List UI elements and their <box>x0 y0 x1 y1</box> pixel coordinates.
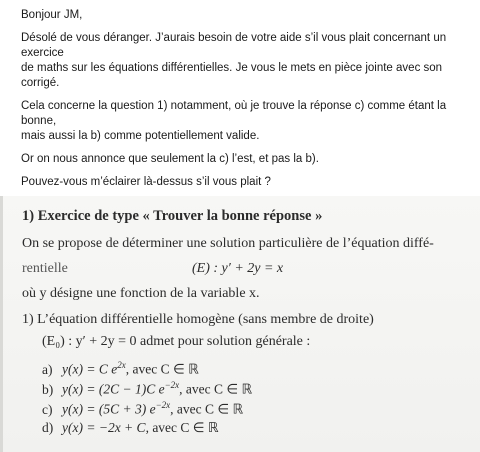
answer-option-condition: , avec C ∈ ℝ <box>179 381 253 397</box>
answer-option <box>42 420 219 436</box>
answer-option-letter: c) <box>42 401 53 417</box>
question-1-line-1: 1) L’équation différentielle homogène (sans membre de droite) <box>22 312 374 327</box>
exercise-intro-line-3: où y désigne une fonction de la variable x. <box>22 286 260 301</box>
email-paragraph-1-line-2: de maths sur les équations différentielles. Je vous le mets en pièce jointe avec son corrigé. <box>21 62 443 89</box>
answer-option-formula: y(x) = C e <box>62 361 118 377</box>
answer-option-exponent: −2x <box>164 380 180 390</box>
exercise-intro-line-1: On se propose de déterminer une solution particulière de l’équation diffé- <box>22 236 434 251</box>
email-paragraph-2-line-1: Cela concerne la question 1) notamment, où je trouve la réponse c) comme étant la bonne, <box>21 100 447 127</box>
answer-option-formula: y(x) = (2C − 1)C e <box>62 381 165 397</box>
answer-option-condition: , avec C ∈ ℝ <box>125 361 199 377</box>
answer-option-formula: y(x) = (5C + 3) e <box>62 401 156 417</box>
answer-option-formula: y(x) = −2x + C <box>62 420 146 435</box>
email-paragraph-3: Or on nous annonce que seulement la c) l’est, et pas la b). <box>21 153 319 165</box>
exercise-title: 1) Exercice de type « Trouver la bonne réponse » <box>22 208 323 224</box>
answer-option-letter: a) <box>42 361 53 377</box>
email-paragraph-2-line-2: mais aussi la b) comme potentiellement valide. <box>21 130 260 142</box>
exercise-equation: (E) : y′ + 2y = x <box>192 261 284 276</box>
answer-option-condition: , avec C ∈ ℝ <box>145 420 219 435</box>
scan-edge <box>0 196 3 452</box>
answer-option <box>42 380 252 398</box>
email-body <box>21 8 473 213</box>
scanned-exercise-image <box>0 196 480 452</box>
answer-option-letter: d) <box>42 420 54 435</box>
answer-option-exponent: −2x <box>155 400 171 410</box>
answer-option <box>42 400 243 418</box>
question-1-line-2: (E₀) : y′ + 2y = 0 admet pour solution générale : <box>42 334 311 349</box>
answer-option-letter: b) <box>42 381 54 397</box>
email-paragraph-4: Pouvez-vous m’éclairer là-dessus s’il vous plait ? <box>21 176 271 188</box>
answer-option-condition: , avec C ∈ ℝ <box>170 401 244 417</box>
email-paragraph-1-line-1: Désolé de vous déranger. J’aurais besoin de votre aide s’il vous plait concernant un exercice <box>21 32 447 59</box>
email-greeting: Bonjour JM, <box>21 9 83 21</box>
answer-option-exponent: 2x <box>117 360 126 370</box>
answer-option <box>42 360 199 378</box>
exercise-intro-word: rentielle <box>22 261 68 276</box>
